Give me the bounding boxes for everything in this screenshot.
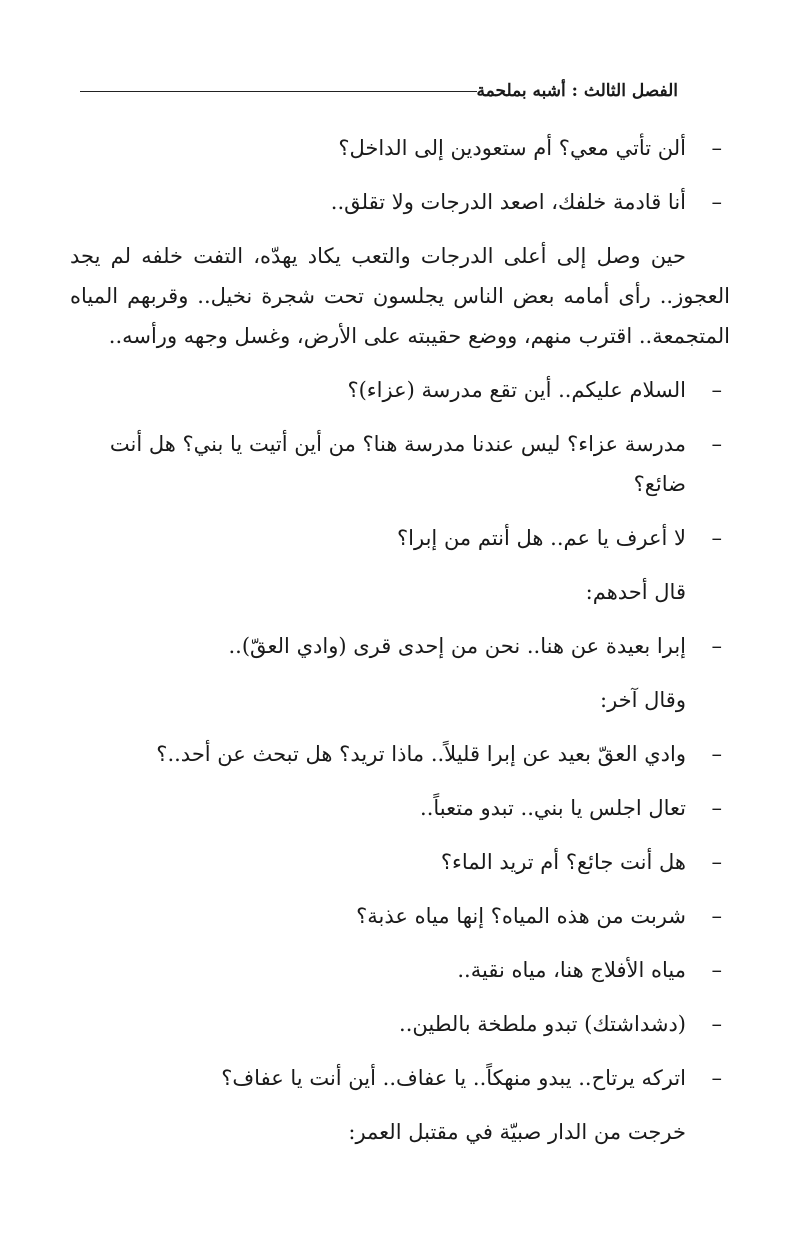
dialogue-dash: – (711, 634, 722, 658)
dialogue-line (70, 370, 730, 410)
dialogue-line (70, 842, 730, 882)
dialogue-text: وادي العقّ بعيد عن إبرا قليلاً.. ماذا تريد؟ هل تبحث عن أحد..؟ (156, 742, 686, 766)
running-header (74, 78, 678, 104)
dialogue-text: ألن تأتي معي؟ أم ستعودين إلى الداخل؟ (338, 136, 686, 160)
dialogue-line (70, 1058, 730, 1098)
narration-line: وقال آخر: (600, 688, 686, 712)
dialogue-text: مدرسة عزاء؟ ليس عندنا مدرسة هنا؟ من أين أتيت يا بني؟ هل أنت ضائع؟ (109, 432, 686, 496)
page-body (70, 128, 730, 1166)
chapter-title: الفصل الثالث : أشبه بملحمة (476, 81, 678, 101)
dialogue-dash: – (711, 904, 722, 928)
dialogue-dash: – (711, 378, 722, 402)
dialogue-dash: – (711, 526, 722, 550)
dialogue-text: السلام عليكم.. أين تقع مدرسة (عزاء)؟ (347, 378, 686, 402)
dialogue-dash: – (711, 190, 722, 214)
dialogue-dash: – (711, 958, 722, 982)
dialogue-line (70, 518, 730, 558)
dialogue-text: أنا قادمة خلفك، اصعد الدرجات ولا تقلق.. (330, 190, 686, 214)
dialogue-line (70, 626, 730, 666)
dialogue-line (70, 182, 730, 222)
dialogue-line (70, 734, 730, 774)
dialogue-text: هل أنت جائع؟ أم تريد الماء؟ (440, 850, 686, 874)
dialogue-text: إبرا بعيدة عن هنا.. نحن من إحدى قرى (وادي العقّ).. (228, 634, 686, 658)
dialogue-dash: – (711, 796, 722, 820)
dialogue-text: اتركه يرتاح.. يبدو منهكاً.. يا عفاف.. أين أنت يا عفاف؟ (221, 1066, 686, 1090)
dialogue-dash: – (711, 432, 722, 456)
dialogue-dash: – (711, 136, 722, 160)
dialogue-line (70, 128, 730, 168)
dialogue-text: مياه الأفلاج هنا، مياه نقية.. (457, 958, 686, 982)
dialogue-text: (دشداشتك) تبدو ملطخة بالطين.. (399, 1012, 686, 1036)
header-rule (80, 91, 477, 92)
narration-line: قال أحدهم: (585, 580, 686, 604)
dialogue-line (70, 896, 730, 936)
dialogue-text: شربت من هذه المياه؟ إنها مياه عذبة؟ (356, 904, 686, 928)
dialogue-line (70, 950, 730, 990)
dialogue-dash: – (711, 1012, 722, 1036)
dialogue-dash: – (711, 850, 722, 874)
dialogue-line (70, 1004, 730, 1044)
dialogue-text: تعال اجلس يا بني.. تبدو متعباً.. (420, 796, 686, 820)
dialogue-line (70, 424, 730, 504)
dialogue-dash: – (711, 1066, 722, 1090)
narration-line: خرجت من الدار صبيّة في مقتبل العمر: (348, 1120, 686, 1144)
narrative-paragraph: حين وصل إلى أعلى الدرجات والتعب يكاد يهدّه، التفت خلفه لم يجد العجوز.. رأى أمامه بعض الناس يجلسون تحت شجرة نخيل.. وقربهم المياه المتجمعة.. اقترب منهم، ووضع حقيبته على الأرض، وغسل وجهه ورأسه.. (70, 244, 730, 348)
dialogue-dash: – (711, 742, 722, 766)
dialogue-line (70, 788, 730, 828)
dialogue-text: لا أعرف يا عم.. هل أنتم من إبرا؟ (397, 526, 686, 550)
